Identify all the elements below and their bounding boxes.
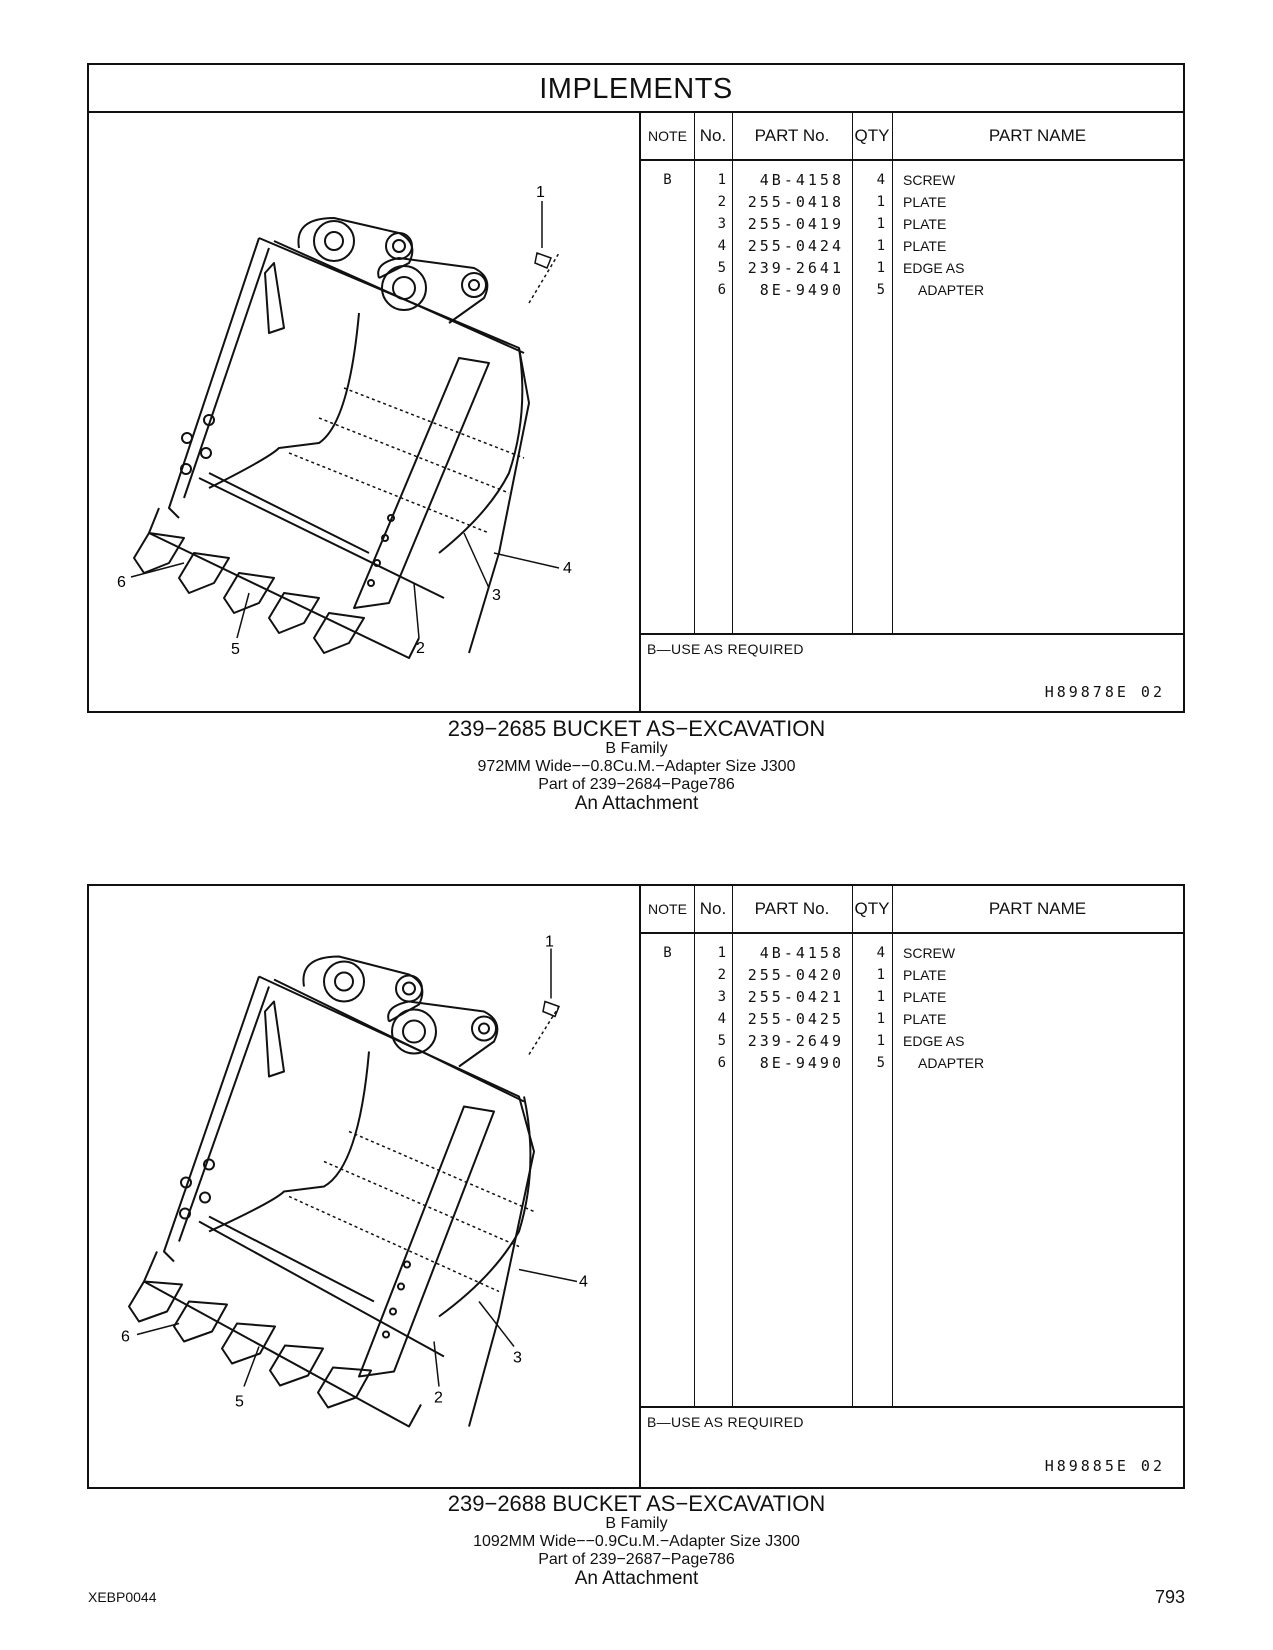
table-row [641, 1008, 1183, 1030]
caption-2 [0, 1493, 1273, 1589]
row-qty: 1 [876, 1011, 885, 1027]
table-row [641, 235, 1183, 257]
row-part-name: ADAPTER [918, 282, 985, 298]
row-qty: 1 [876, 216, 885, 232]
caption-attachment: An Attachment [574, 793, 699, 814]
row-part-no: 239-2641 [747, 259, 844, 277]
row-part-name: EDGE AS [903, 1033, 965, 1049]
row-no: 2 [717, 194, 726, 210]
row-part-no: 239-2649 [747, 1032, 844, 1050]
row-no: 4 [717, 238, 726, 254]
drawing-code: H89878E 02 [1044, 683, 1165, 701]
table-footer [641, 633, 1183, 713]
parts-panel-2 [87, 884, 1185, 1489]
row-part-name: SCREW [903, 945, 956, 961]
row-part-no: 255-0424 [747, 237, 844, 255]
row-qty: 1 [876, 194, 885, 210]
callout-4: 4 [579, 1273, 588, 1291]
row-part-no: 255-0421 [747, 988, 844, 1006]
table-row [641, 964, 1183, 986]
col-qty: QTY [854, 126, 890, 145]
row-part-no: 255-0425 [747, 1010, 844, 1028]
row-note: B [663, 945, 672, 961]
table-body [641, 934, 1183, 1406]
callout-1: 1 [536, 184, 545, 201]
callout-1: 1 [545, 933, 554, 951]
row-part-no: 4B-4158 [759, 171, 844, 189]
bucket-illustration-2 [89, 886, 639, 1487]
row-qty: 4 [876, 172, 885, 188]
drawing-code: H89885E 02 [1044, 1457, 1165, 1475]
bucket-illustration-1 [89, 113, 639, 713]
row-no: 6 [717, 1055, 726, 1071]
callout-2: 2 [416, 640, 425, 657]
row-part-no: 255-0419 [747, 215, 844, 233]
col-note: NOTE [648, 901, 687, 917]
callout-5: 5 [231, 641, 240, 658]
col-note: NOTE [648, 128, 687, 144]
footnote: B—USE AS REQUIRED [647, 641, 804, 657]
callout-6: 6 [117, 574, 126, 591]
footnote: B—USE AS REQUIRED [647, 1414, 804, 1430]
row-part-no: 255-0418 [747, 193, 844, 211]
row-qty: 5 [876, 1055, 885, 1071]
caption-title: 239−2685 BUCKET AS−EXCAVATION [447, 716, 826, 741]
row-qty: 1 [876, 967, 885, 983]
bucket-drawing-svg [89, 886, 639, 1487]
row-no: 2 [717, 967, 726, 983]
row-part-name: PLATE [903, 216, 947, 232]
col-qty: QTY [854, 899, 890, 918]
row-no: 1 [717, 172, 726, 188]
table-row [641, 169, 1183, 191]
table-row [641, 986, 1183, 1008]
table-row [641, 279, 1183, 301]
table-row [641, 1052, 1183, 1074]
row-no: 3 [717, 989, 726, 1005]
table-body [641, 161, 1183, 633]
row-part-no: 4B-4158 [759, 944, 844, 962]
col-no: No. [699, 899, 727, 918]
row-part-name: PLATE [903, 967, 947, 983]
parts-panel-1 [87, 63, 1185, 713]
caption-part-of: Part of 239−2687−Page786 [538, 1551, 735, 1568]
callout-2: 2 [434, 1389, 443, 1407]
row-part-name: PLATE [903, 194, 947, 210]
table-row [641, 213, 1183, 235]
row-part-no: 8E-9490 [759, 1054, 844, 1072]
row-qty: 1 [876, 1033, 885, 1049]
row-part-name: PLATE [903, 989, 947, 1005]
row-qty: 1 [876, 989, 885, 1005]
caption-part-of: Part of 239−2684−Page786 [538, 776, 735, 793]
section-header: IMPLEMENTS [89, 65, 1183, 113]
row-no: 1 [717, 945, 726, 961]
caption-title: 239−2688 BUCKET AS−EXCAVATION [447, 1491, 826, 1516]
document-code: XEBP0044 [88, 1589, 157, 1605]
row-no: 3 [717, 216, 726, 232]
row-part-name: PLATE [903, 238, 947, 254]
parts-table-1 [639, 113, 1183, 713]
page-number: 793 [1154, 1587, 1185, 1607]
caption-family: B Family [605, 740, 668, 757]
parts-table-2 [639, 886, 1183, 1487]
row-part-name: ADAPTER [918, 1055, 985, 1071]
row-part-no: 8E-9490 [759, 281, 844, 299]
table-header [641, 886, 1183, 934]
row-part-name: EDGE AS [903, 260, 965, 276]
row-qty: 1 [876, 260, 885, 276]
row-qty: 5 [876, 282, 885, 298]
table-row [641, 942, 1183, 964]
col-part-name: PART NAME [988, 899, 1087, 918]
caption-attachment: An Attachment [574, 1568, 699, 1589]
callout-5: 5 [235, 1393, 244, 1411]
callout-6: 6 [121, 1328, 130, 1346]
col-part-no: PART No. [754, 126, 830, 145]
table-row [641, 257, 1183, 279]
row-qty: 4 [876, 945, 885, 961]
caption-1 [0, 718, 1273, 814]
row-no: 5 [717, 1033, 726, 1049]
table-header [641, 113, 1183, 161]
row-part-name: PLATE [903, 1011, 947, 1027]
row-qty: 1 [876, 238, 885, 254]
callout-3: 3 [513, 1349, 522, 1367]
row-note: B [663, 172, 672, 188]
table-row [641, 1030, 1183, 1052]
callout-3: 3 [492, 587, 501, 604]
callout-4: 4 [563, 560, 572, 577]
col-no: No. [699, 126, 727, 145]
caption-spec: 972MM Wide−−0.8Cu.M.−Adapter Size J300 [477, 758, 796, 775]
col-part-no: PART No. [754, 899, 830, 918]
row-part-no: 255-0420 [747, 966, 844, 984]
row-no: 6 [717, 282, 726, 298]
col-part-name: PART NAME [988, 126, 1087, 145]
caption-family: B Family [605, 1515, 668, 1532]
row-no: 4 [717, 1011, 726, 1027]
table-footer [641, 1406, 1183, 1487]
table-row [641, 191, 1183, 213]
row-no: 5 [717, 260, 726, 276]
row-part-name: SCREW [903, 172, 956, 188]
bucket-drawing-svg [89, 113, 639, 713]
caption-spec: 1092MM Wide−−0.9Cu.M.−Adapter Size J300 [473, 1533, 800, 1550]
